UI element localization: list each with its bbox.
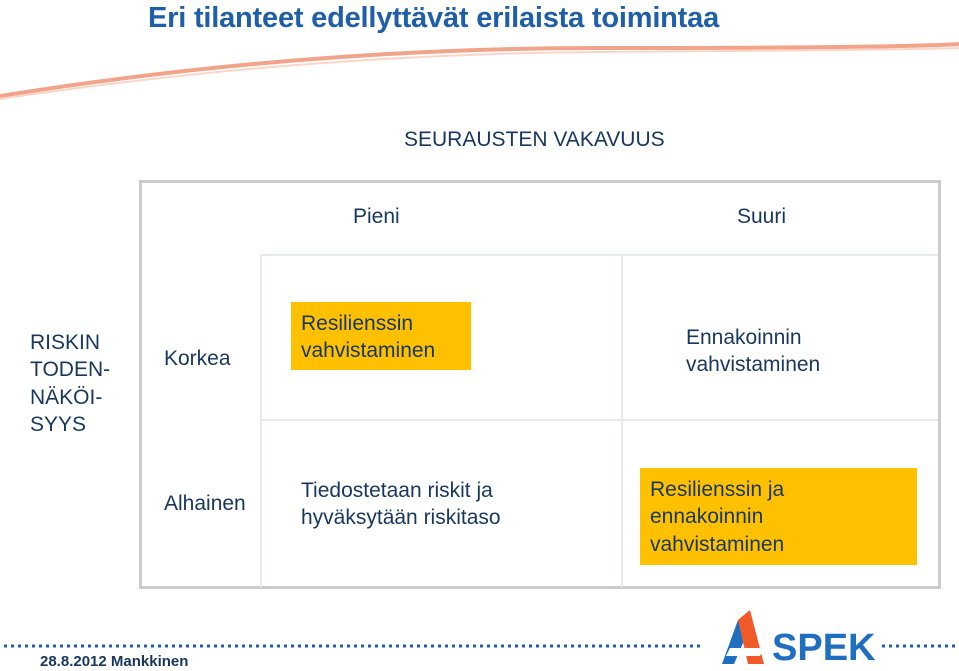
page-title: Eri tilanteet edellyttävät erilaista toimintaa [148, 2, 719, 34]
row-header-high: Korkea [164, 347, 231, 370]
cell-high-large [686, 324, 820, 379]
cell-low-large [650, 476, 784, 558]
spek-logo-icon [716, 606, 886, 668]
y-axis-title [30, 329, 110, 438]
cell-line: vahvistaminen [650, 532, 785, 556]
grid-line [260, 419, 938, 421]
y-axis-title-line: NÄKÖI- [30, 385, 103, 409]
logo-text: SPEK [772, 627, 876, 668]
cell-line: Resilienssin [301, 312, 414, 335]
cell-line: Resilienssin ja [650, 478, 785, 501]
grid-line [260, 254, 262, 587]
cell-low-small [301, 477, 501, 532]
cell-line: vahvistaminen [686, 353, 821, 377]
y-axis-title-line: TODEN- [30, 358, 111, 382]
row-header-low: Alhainen [164, 492, 246, 515]
grid-line [260, 254, 938, 256]
y-axis-title-line: RISKIN [30, 331, 101, 354]
cell-line: hyväksytään riskitaso [301, 506, 501, 530]
x-axis-title: SEURAUSTEN VAKAVUUS [404, 128, 665, 151]
grid-line [621, 254, 623, 587]
y-axis-title-line: SYYS [30, 412, 87, 436]
col-header-small: Pieni [353, 205, 400, 228]
cell-line: Ennakoinnin [686, 326, 802, 349]
col-header-large: Suuri [737, 205, 787, 228]
footer-dots-right [880, 640, 959, 660]
footer-date-author: 28.8.2012 Mankkinen [40, 653, 189, 670]
cell-line: Tiedostetaan riskit ja [301, 479, 493, 502]
cell-line: ennakoinnin [650, 505, 764, 529]
cell-line: vahvistaminen [301, 339, 436, 363]
cell-high-small [301, 310, 435, 365]
